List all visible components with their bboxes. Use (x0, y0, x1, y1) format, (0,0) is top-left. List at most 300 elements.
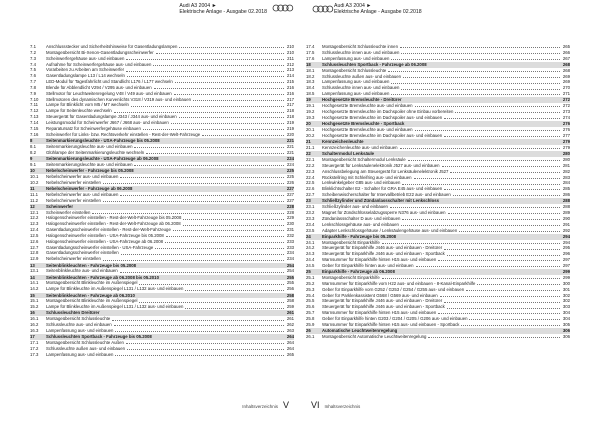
toc-entry-page: 255 (286, 280, 294, 286)
toc-entry-number: 19.1 (306, 103, 315, 109)
toc-entry-title: Montageübersicht Bi-Xenon-Gasentladungsscheinwerfer (46, 49, 154, 55)
toc-entry-number: 7.11 (30, 102, 39, 108)
toc-entry-number: 7.12 (30, 108, 39, 114)
toc-entry-title: Gasentladungsscheinwerfer einstellen - Rest-der-Welt-Fahrzeuge (46, 227, 171, 233)
toc-entry-row[interactable] (306, 322, 570, 328)
toc-entry-title: Scheinwerfer einstellen (46, 209, 91, 215)
toc-entry-number: 12.2 (30, 215, 39, 221)
toc-entry-title: Seitenmarkierungsleuchte - USA-Fahrzeuge ab 06.2008 (46, 155, 159, 161)
toc-entry-row[interactable] (306, 145, 570, 151)
toc-dot-leader (477, 284, 560, 285)
toc-entry-page: 214 (286, 73, 294, 79)
toc-entry-page: 233 (286, 238, 294, 244)
toc-entry-title: Montageübersicht Einparkhilfe (322, 275, 380, 281)
toc-entry-number: 15.2 (30, 304, 39, 310)
toc-dot-leader (136, 171, 284, 172)
toc-entry-number: 7.1 (30, 44, 36, 49)
toc-entry-number: 19 (306, 97, 311, 103)
toc-entry-page: 232 (286, 232, 294, 238)
toc-entry-number: 21 (306, 139, 311, 145)
toc-entry-page: 280 (562, 151, 570, 157)
toc-entry-row[interactable] (30, 162, 294, 168)
toc-entry-page: 283 (562, 174, 570, 180)
toc-entry-row[interactable] (30, 328, 294, 334)
toc-entry-row[interactable] (306, 133, 570, 139)
toc-entry-number: 23.1 (306, 204, 315, 210)
toc-entry-title: Geber für Parklenkassistent G568 / G569 aus- und einbauen (322, 292, 438, 298)
toc-entry-number: 12.3 (30, 221, 39, 227)
toc-entry-number: 22.6 (306, 186, 315, 192)
audi-rings-logo-icon (312, 4, 334, 14)
toc-entry-page: 221 (286, 143, 294, 149)
toc-entry-page: 234 (286, 250, 294, 256)
toc-entry-page: 221 (286, 149, 294, 155)
toc-entry-title: Hochgesetzte Bremsleuchte aus- und einbauen (322, 126, 413, 132)
toc-entry-row[interactable] (306, 228, 570, 234)
right-toc-list (306, 44, 570, 340)
toc-entry-number: 10 (30, 167, 35, 173)
left-header-text (179, 3, 267, 15)
toc-dot-leader (400, 148, 561, 149)
left-page-footer (242, 400, 294, 410)
toc-entry-page: 264 (286, 334, 294, 340)
toc-entry-number: 24.4 (306, 257, 315, 263)
toc-entry-title: Anschlussbelegung am Steuergerät für Lenksäulenelektronik J527 (322, 168, 449, 174)
toc-entry-title: Schlussleuchte außen aus- und einbauen (46, 345, 126, 351)
toc-entry-page: 304 (562, 310, 570, 316)
toc-entry-title: Reparatursatz für Scheinwerfergehäuse einbauen (46, 125, 141, 131)
toc-dot-leader (120, 195, 284, 196)
toc-entry-title: Lenkschlossgehäuse aus- und einbauen (322, 221, 399, 227)
toc-entry-title: Seitenmarkierungsleuchte aus- und einbauen (46, 161, 133, 167)
toc-entry-number: 16 (30, 310, 35, 316)
toc-entry-number: 18.5 (306, 91, 315, 97)
toc-entry-title: Adapter Lenkschlossgehäuse / Lenksäulengehäuse aus- und einbauen (322, 227, 458, 233)
right-page-header (306, 0, 570, 30)
toc-entry-page: 213 (286, 67, 294, 73)
toc-entry-number: 24.5 (306, 262, 315, 268)
toc-entry-title: Schlussleuchte innen aus- und einbauen (322, 49, 400, 55)
toc-entry-page: 233 (286, 244, 294, 250)
toc-dot-leader (165, 242, 284, 243)
toc-dot-leader (202, 135, 284, 136)
toc-entry-title: Gasentladungsscheinwerfer einstellen - USA-Fahrzeuge (46, 244, 154, 250)
toc-entry-title: Schließzylinder aus- und einbauen (322, 204, 388, 210)
toc-entry-row[interactable] (30, 352, 294, 358)
toc-entry-number: 14 (30, 274, 35, 280)
toc-dot-leader (131, 106, 284, 107)
toc-dot-leader (179, 117, 284, 118)
toc-dot-leader (161, 278, 284, 279)
toc-entry-page: 288 (562, 198, 570, 204)
toc-entry-title: Steuergerät für Einparkhilfe J446 aus- und einbauen - Sportback (322, 251, 445, 257)
left-page-header (30, 0, 294, 30)
toc-dot-leader (440, 296, 560, 297)
toc-entry-row[interactable] (30, 150, 294, 156)
toc-entry-page: 255 (286, 274, 294, 280)
toc-dot-leader (441, 202, 560, 203)
toc-dot-leader (401, 89, 560, 90)
toc-entry-page: 271 (562, 91, 570, 97)
toc-entry-title: Nebelscheinwerfer - Fahrzeuge ab 06.2008 (46, 185, 133, 191)
toc-dot-leader (126, 343, 284, 344)
toc-dot-leader (115, 331, 284, 332)
toc-entry-number: 9 (30, 155, 33, 161)
toc-entry-title: Geber für Einparkhilfe hinten G203 / G204 / G205 / G206 aus- und einbauen (322, 315, 468, 321)
toc-dot-leader (137, 296, 284, 297)
toc-entry-number: 8.1 (30, 143, 36, 149)
toc-entry-number: 17.2 (30, 345, 39, 351)
toc-entry-title: Steuergerät für Lenksäulenelektronik J527 aus- und einbauen (322, 162, 440, 168)
toc-entry-page: 263 (286, 328, 294, 334)
toc-entry-title: Kennzeichenleuchte (322, 139, 364, 145)
toc-entry-number: 17.6 (306, 55, 315, 61)
toc-entry-page: 219 (286, 119, 294, 125)
toc-entry-title: Stellmotoren des dynamischen Kurvenlichts V318 / V319 aus- und einbauen (46, 96, 191, 102)
toc-dot-leader (388, 71, 560, 72)
toc-entry-page: 224 (286, 155, 294, 161)
toc-entry-number: 7.2 (30, 49, 36, 55)
toc-entry-page: 227 (286, 197, 294, 203)
toc-entry-page: 211 (287, 55, 294, 61)
toc-entry-row[interactable] (306, 115, 570, 121)
toc-entry-number: 24 (306, 233, 311, 239)
toc-dot-leader (126, 59, 284, 60)
toc-entry-title: Lampenfassung aus- und einbauen (322, 79, 390, 85)
toc-entry-page: 294 (562, 233, 570, 239)
toc-entry-number: 16.2 (30, 322, 39, 328)
toc-entry-page: 231 (286, 227, 294, 233)
toc-entry-page: 254 (286, 268, 294, 274)
toc-entry-page: 279 (562, 144, 570, 150)
toc-entry-title: Nebelscheinwerfer einstellen (46, 197, 101, 203)
toc-entry-page: 227 (286, 191, 294, 197)
toc-entry-page: 303 (562, 304, 570, 310)
toc-dot-leader (103, 201, 284, 202)
toc-dot-leader (166, 236, 284, 237)
toc-entry-page: 279 (562, 139, 570, 145)
toc-dot-leader (401, 225, 560, 226)
toc-entry-title: Montageübersicht Schlussleuchte (46, 316, 111, 322)
toc-dot-leader (179, 47, 284, 48)
toc-entry-page: 215 (286, 79, 294, 85)
toc-dot-leader (134, 147, 284, 148)
toc-entry-title: Montageübersicht Automatische Leuchtweitenregelung (322, 333, 427, 339)
toc-dot-leader (469, 319, 560, 320)
toc-dot-leader (453, 195, 560, 196)
toc-entry-page: 288 (562, 204, 570, 210)
toc-dot-leader (399, 331, 560, 332)
toc-entry-row[interactable] (30, 256, 294, 262)
toc-dot-leader (146, 153, 284, 154)
toc-entry-row[interactable] (306, 56, 570, 62)
toc-entry-page: 291 (562, 221, 570, 227)
toc-entry-title: Lampe für Blinkleuchte im Außenspiegel L131 / L132 aus- und einbauen (46, 304, 184, 310)
toc-dot-leader (438, 313, 560, 314)
toc-entry-number: 24.3 (306, 251, 315, 257)
toc-entry-number: 20.1 (306, 126, 315, 132)
toc-entry-number: 16.3 (30, 328, 39, 334)
toc-entry-number: 25.7 (306, 310, 315, 316)
toc-dot-leader (75, 207, 284, 208)
toc-entry-title: Scheinwerfergehäuse aus- und einbauen (46, 55, 125, 61)
toc-entry-number: 7.8 (30, 84, 36, 90)
toc-dot-leader (376, 154, 560, 155)
toc-entry-title: Seitenmarkierungsleuchte aus- und einbauen (46, 143, 133, 149)
toc-entry-title: Lampenfassung aus- und einbauen (322, 91, 390, 97)
toc-dot-leader (160, 159, 284, 160)
toc-entry-page: 217 (286, 102, 294, 108)
left-toc-list (30, 44, 294, 358)
toc-entry-title: Gasentladungslampe L13 / L14 wechseln (46, 73, 125, 79)
toc-entry-number: 25.3 (306, 286, 315, 292)
toc-entry-number: 22.7 (306, 192, 315, 198)
toc-entry-title: Stellmotor für Leuchtweitenregelung V48 / V49 aus- und einbauen (46, 90, 172, 96)
toc-dot-leader (391, 94, 560, 95)
toc-dot-leader (143, 129, 284, 130)
toc-entry-title: Steuergerät für Gasentladungslampe J343 / J344 aus- und einbauen (46, 114, 177, 120)
toc-entry-title: Hochgesetzte Bremsleuchte im Dachspoiler aus- und einbauen (322, 114, 443, 120)
toc-entry-title: Nebelscheinwerfer - Fahrzeuge bis 05.2008 (46, 167, 134, 173)
toc-dot-leader (175, 82, 284, 83)
toc-entry-row[interactable] (30, 180, 294, 186)
toc-entry-page: 221 (286, 137, 294, 143)
toc-entry-title: Geber für Einparkhilfe vorn G252 / G253 / G254 / G255 aus- und einbauen (322, 286, 465, 292)
toc-entry-page: 256 (286, 286, 294, 292)
toc-dot-leader (444, 136, 560, 137)
toc-entry-page: 304 (562, 315, 570, 321)
toc-entry-number: 22.2 (306, 162, 315, 168)
toc-entry-page: 284 (562, 180, 570, 186)
toc-entry-title: Nebelscheinwerfer einstellen (46, 256, 101, 262)
toc-entry-title: Schlussleuchte außen aus- und einbauen (322, 73, 402, 79)
toc-dot-leader (447, 255, 560, 256)
toc-entry-number: 12.5 (30, 232, 39, 238)
toc-entry-page: 258 (286, 292, 294, 298)
toc-entry-page: 261 (286, 310, 294, 316)
toc-entry-number: 8 (30, 137, 33, 143)
toc-entry-number: 18.1 (306, 67, 315, 73)
toc-entry-page: 216 (286, 84, 294, 90)
toc-entry-title: Lampe für Blinklicht vorn M5 / M7 wechseln (46, 102, 129, 108)
toc-entry-page: 262 (286, 322, 294, 328)
toc-entry-title: Schlussleuchten Sportback - Fahrzeuge ab 06.2008 (322, 61, 427, 67)
toc-entry-row[interactable] (30, 304, 294, 310)
toc-entry-number: 24.1 (306, 239, 315, 245)
toc-entry-title: Schaltermodul Lenksäule (322, 151, 375, 157)
toc-entry-title: Leistungsmodul für Scheinwerfer J667 / J668 aus- und einbauen (46, 119, 169, 125)
toc-entry-page: 299 (562, 269, 570, 275)
toc-dot-leader (391, 59, 560, 60)
toc-entry-number: 23.2 (306, 209, 315, 215)
toc-dot-leader (415, 106, 560, 107)
toc-entry-number: 7.9 (30, 90, 36, 96)
toc-dot-leader (382, 278, 560, 279)
toc-entry-title: Seitenblinkleuchten - Fahrzeuge ab 06.2008 bis 05.2010 (46, 274, 159, 280)
toc-entry-number: 7.16 (30, 131, 39, 137)
toc-entry-page: 219 (286, 125, 294, 131)
toc-entry-title: Schlussleuchte aus- und einbauen (46, 322, 112, 328)
toc-dot-leader (134, 189, 284, 190)
toc-entry-title: Montageübersicht Schaltermodul Lenksäule (322, 156, 406, 162)
toc-dot-leader (139, 284, 284, 285)
right-page-number: VI (311, 400, 320, 410)
toc-entry-page: 212 (286, 61, 294, 67)
toc-dot-leader (115, 355, 284, 356)
toc-entry-title: Montageübersicht Einparkhilfe (322, 239, 380, 245)
toc-entry-number: 12.8 (30, 250, 39, 256)
toc-entry-page: 217 (286, 96, 294, 102)
toc-entry-title: Warnsummer für Einparkhilfe hinten H15 aus- und einbauen (322, 310, 437, 316)
toc-dot-leader (153, 65, 284, 66)
toc-entry-page: 228 (286, 203, 294, 209)
toc-entry-page: 306 (562, 333, 570, 339)
toc-entry-number: 26 (306, 328, 311, 334)
toc-entry-number: 7.15 (30, 125, 39, 131)
toc-entry-row[interactable] (306, 334, 570, 340)
toc-entry-title: Steuergerät für Einparkhilfe J446 aus- und einbauen - Dreitürer (322, 298, 443, 304)
toc-entry-title: Hochgesetzte Bremsleuchte - Sportback (322, 121, 405, 127)
toc-entry-number: 7.5 (30, 67, 36, 73)
toc-dot-leader (112, 320, 284, 321)
left-footer-label: Inhaltsverzeichnis (242, 404, 278, 409)
toc-entry-number: 7.10 (30, 96, 39, 102)
toc-entry-title: Schlussleuchte innen aus- und einbauen (322, 85, 400, 91)
toc-entry-page: 280 (562, 156, 570, 162)
right-footer-label: Inhaltsverzeichnis (324, 404, 361, 409)
toc-dot-leader (428, 337, 560, 338)
toc-entry-page: 277 (562, 132, 570, 138)
toc-dot-leader (403, 77, 560, 78)
toc-entry-page: 268 (562, 67, 570, 73)
toc-entry-page: 224 (286, 161, 294, 167)
toc-entry-number: 20.2 (306, 132, 315, 138)
toc-entry-page: 295 (562, 245, 570, 251)
toc-entry-number: 23.5 (306, 227, 315, 233)
left-header-model: Audi A3 2004 ► (179, 3, 217, 9)
toc-entry-row[interactable] (30, 132, 294, 138)
toc-entry-row[interactable] (30, 268, 294, 274)
toc-entry-number: 11 (30, 185, 35, 191)
toc-entry-title: Hochgesetzte Bremsleuchte im Dachspoiler ohne Einbau vorbereiten (322, 109, 454, 115)
toc-entry-number: 8.2 (30, 149, 36, 155)
toc-entry-page: 218 (286, 108, 294, 114)
toc-dot-leader (114, 325, 284, 326)
toc-entry-number: 12.4 (30, 227, 39, 233)
toc-entry-title: Blinklichtschalter E2 - Schalter für GRA E45 aus- und einbauen (322, 186, 443, 192)
toc-entry-row[interactable] (30, 198, 294, 204)
toc-entry-row[interactable] (306, 263, 570, 269)
toc-entry-title: Halogenscheinwerfer einstellen - Rest-der-Welt-Fahrzeuge ab 06.2008 (46, 221, 181, 227)
toc-entry-number: 12.6 (30, 238, 39, 244)
toc-entry-page: 272 (562, 97, 570, 103)
toc-entry-page: 268 (562, 61, 570, 67)
toc-dot-leader (461, 325, 560, 326)
toc-entry-page: 234 (286, 256, 294, 262)
toc-dot-leader (402, 184, 560, 185)
toc-entry-title: Lampenfassung aus- und einbauen (322, 55, 390, 61)
toc-entry-page: 210 (286, 49, 294, 55)
toc-entry-title: Glühlampe der Seitenmarkierungsleuchte wechseln (46, 149, 145, 155)
toc-entry-page: 297 (562, 262, 570, 268)
toc-dot-leader (416, 266, 561, 267)
toc-entry-page: 282 (562, 168, 570, 174)
toc-dot-leader (121, 254, 284, 255)
toc-entry-number: 17 (30, 334, 35, 340)
toc-dot-leader (92, 213, 284, 214)
toc-dot-leader (444, 118, 560, 119)
toc-entry-number: 17.4 (306, 44, 315, 49)
toc-dot-leader (366, 142, 560, 143)
toc-dot-leader (183, 219, 284, 220)
toc-entry-page: 265 (562, 44, 570, 49)
toc-entry-title: Montageübersicht Schlussleuchte (322, 67, 387, 73)
toc-entry-number: 25.8 (306, 315, 315, 321)
toc-entry-number: 18.3 (306, 79, 315, 85)
toc-entry-page: 281 (562, 162, 570, 168)
toc-entry-page: 226 (286, 179, 294, 185)
toc-entry-number: 18.4 (306, 85, 315, 91)
toc-dot-leader (404, 101, 560, 102)
toc-entry-title: Halogenscheinwerfer einstellen - USA-Fahrzeuge bis 05.2008 (46, 232, 164, 238)
toc-entry-title: Scheinwerfer für Links- bzw. Rechtsverkehr einstellen - Rest-der-Welt-Fahrzeuge (46, 131, 201, 137)
toc-dot-leader (127, 76, 284, 77)
toc-entry-title: Einparkhilfe - Fahrzeuge bis 05.2008 (322, 233, 397, 239)
toc-dot-leader (444, 189, 560, 190)
toc-dot-leader (126, 71, 284, 72)
toc-dot-leader (185, 308, 284, 309)
toc-entry-title: Scheinwerfer (46, 203, 73, 209)
toc-dot-leader (114, 112, 284, 113)
toc-entry-number: 11.2 (30, 197, 39, 203)
toc-entry-row[interactable] (30, 286, 294, 292)
toc-entry-title: Seitenblinkleuchten - Fahrzeuge bis 05.2008 (46, 262, 137, 268)
toc-entry-number: 22 (306, 151, 311, 157)
toc-dot-leader (390, 207, 560, 208)
toc-dot-leader (415, 130, 560, 131)
toc-entry-title: LED-Modul für Tagesfahrlicht und Standlicht L176 / L177 wechseln (46, 79, 173, 85)
toc-entry-number: 13 (30, 262, 35, 268)
toc-dot-leader (402, 219, 560, 220)
toc-entry-page: 267 (562, 55, 570, 61)
toc-entry-page: 270 (562, 85, 570, 91)
right-header-text (334, 3, 422, 15)
right-page (300, 0, 600, 424)
toc-entry-page: 227 (286, 185, 294, 191)
toc-entry-title: Montageübersicht Schlussleuchte Außen (46, 340, 124, 346)
toc-dot-leader (391, 83, 560, 84)
toc-entry-title: Warnsummer für Einparkhilfe hinten H15 aus- und einbauen - Sportback (322, 321, 460, 327)
toc-entry-page: 265 (286, 351, 294, 357)
toc-entry-title: Nebelscheinwerfer aus- und einbauen (46, 173, 119, 179)
toc-entry-number: 23.4 (306, 221, 315, 227)
toc-entry-title: Warnsummer für Einparkhilfe vorn H22 aus- und einbauen - 8-Kanal-Einparkhilfe (322, 280, 476, 286)
toc-entry-row[interactable] (306, 91, 570, 97)
toc-entry-number: 7.14 (30, 119, 39, 125)
toc-entry-title: Gasentladungsscheinwerfer einstellen (46, 250, 119, 256)
toc-entry-page: 220 (286, 131, 294, 137)
toc-entry-number: 13.1 (30, 268, 39, 274)
toc-entry-page: 301 (562, 286, 570, 292)
toc-entry-title: Lenkwinkelgeber G85 aus- und einbauen (322, 180, 401, 186)
toc-entry-page: 258 (286, 298, 294, 304)
toc-dot-leader (397, 272, 560, 273)
toc-entry-page: 259 (286, 304, 294, 310)
toc-entry-row[interactable] (306, 192, 570, 198)
toc-entry-title: Nebelscheinwerfer aus- und einbauen (46, 191, 119, 197)
toc-dot-leader (139, 302, 284, 303)
toc-entry-title: Scheibenwischerschalter für Intervallbetrieb E22 aus- und einbauen (322, 192, 451, 198)
